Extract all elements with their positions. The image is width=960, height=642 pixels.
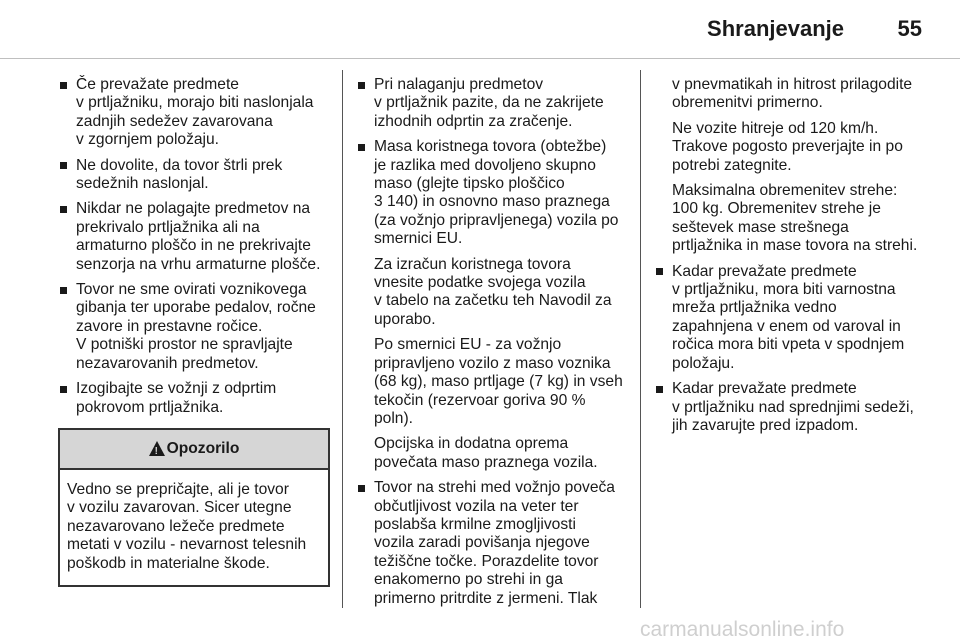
list-item-text: Tovor na strehi med vožnjo poveča občutljivost vozila na veter ter poslabša krmilne zmogljivosti vozila zaradi povišanja njegove težiščne točke. Porazdelite tovor enakomerno po strehi in ga primerno pritrdite z jermeni. Tlak — [374, 479, 615, 607]
list-item — [58, 157, 330, 194]
list-item — [654, 380, 944, 435]
paragraph-text: v pnevmatikah in hitrost prilagodite obremenitvi primerno. — [672, 76, 913, 112]
bullet-icon — [656, 268, 663, 275]
list-item-text: Tovor ne sme ovirati voznikovega gibanja ter uporabe pedalov, ročne zavore in prestavne ročice. V potniški prostor ne spravljajte nezavarovanih predmetov. — [76, 281, 316, 372]
list-item — [58, 200, 330, 274]
list-item-text: Če prevažate predmete v prtljažniku, morajo biti naslonjala zadnjih sedežev zavarovana v zgornjem položaju. — [76, 76, 314, 149]
list-item-text: Izogibajte se vožnji z odprtim pokrovom prtljažnika. — [76, 380, 277, 416]
column-divider-2 — [640, 70, 641, 608]
watermark: carmanualsonline.info — [640, 618, 845, 641]
list-item — [356, 479, 630, 608]
page-header-title: Shranjevanje — [707, 16, 844, 41]
page-number: 55 — [897, 16, 922, 41]
list-item — [58, 281, 330, 373]
column-1 — [58, 76, 330, 587]
list-item-text: Kadar prevažate predmete v prtljažniku nad sprednjimi sedeži, jih zavarujte pred izpadom. — [672, 380, 914, 434]
paragraph-text: Po smernici EU - za vožnjo pripravljeno vozilo z maso voznika (68 kg), maso prtljage (7 kg) in vseh tekočin (rezervoar goriva 90 % poln). — [374, 336, 623, 427]
list-item — [58, 380, 330, 417]
bullet-icon — [656, 386, 663, 393]
bullet-icon — [358, 144, 365, 151]
paragraph — [356, 256, 630, 330]
list-item-text: Masa koristnega tovora (obtežbe) je razlika med dovoljeno skupno maso (glejte tipsko ploščico 3 140) in osnovno maso praznega (za vožnjo pripravljenega) vozila po smernici EU. — [374, 138, 619, 248]
column-3 — [654, 76, 944, 442]
warning-header — [60, 430, 328, 470]
warning-text: Vedno se prepričajte, ali je tovor v vozilu zavarovan. Sicer utegne nezavarovano ležeče predmete metati v vozilu - nevarnost telesnih poškodb in materialne škode. — [67, 480, 307, 572]
column-2 — [356, 76, 630, 615]
bullet-icon — [358, 82, 365, 89]
paragraph — [356, 336, 630, 428]
list-item — [356, 76, 630, 131]
paragraph-text: Za izračun koristnega tovora vnesite podatke svojega vozila v tabelo na začetku teh Navodil za uporabo. — [374, 255, 612, 328]
bullet-icon — [60, 162, 67, 169]
paragraph-text: Ne vozite hitreje od 120 km/h. Trakove pogosto preverjajte in po potrebi zategnite. — [672, 119, 903, 174]
warning-body — [60, 470, 328, 585]
paragraph — [654, 76, 944, 113]
paragraph — [356, 435, 630, 472]
header-divider — [0, 58, 960, 59]
column-divider-1 — [342, 70, 343, 608]
list-item — [356, 138, 630, 248]
warning-triangle-icon — [149, 441, 165, 456]
list-item — [654, 263, 944, 373]
bullet-icon — [60, 287, 67, 294]
paragraph — [654, 182, 944, 256]
paragraph — [654, 120, 944, 175]
bullet-icon — [60, 206, 67, 213]
warning-title: Opozorilo — [166, 439, 240, 457]
warning-box — [58, 428, 330, 587]
list-item-text: Pri nalaganju predmetov v prtljažnik pazite, da ne zakrijete izhodnih odprtin za zračenje. — [374, 76, 604, 130]
list-item-text: Nikdar ne polagajte predmetov na prekrivalo prtljažnika ali na armaturno ploščo in ne prekrivajte senzorja na vrhu armaturne plošče. — [76, 200, 321, 273]
paragraph-text: Maksimalna obremenitev strehe: 100 kg. Obremenitev strehe je seštevek mase strešnega prtljažnika in mase tovora na strehi. — [672, 182, 918, 255]
bullet-icon — [358, 485, 365, 492]
paragraph-text: Opcijska in dodatna oprema povečata maso praznega vozila. — [374, 435, 598, 471]
list-item — [58, 76, 330, 150]
bullet-icon — [60, 386, 67, 393]
bullet-icon — [60, 82, 67, 89]
list-item-text: Kadar prevažate predmete v prtljažniku, mora biti varnostna mreža prtljažnika vedno zapahnjena v enem od varoval in ročica mora biti vpeta v spodnjem položaju. — [672, 262, 905, 372]
list-item-text: Ne dovolite, da tovor štrli prek sedežnih naslonjal. — [76, 156, 283, 193]
